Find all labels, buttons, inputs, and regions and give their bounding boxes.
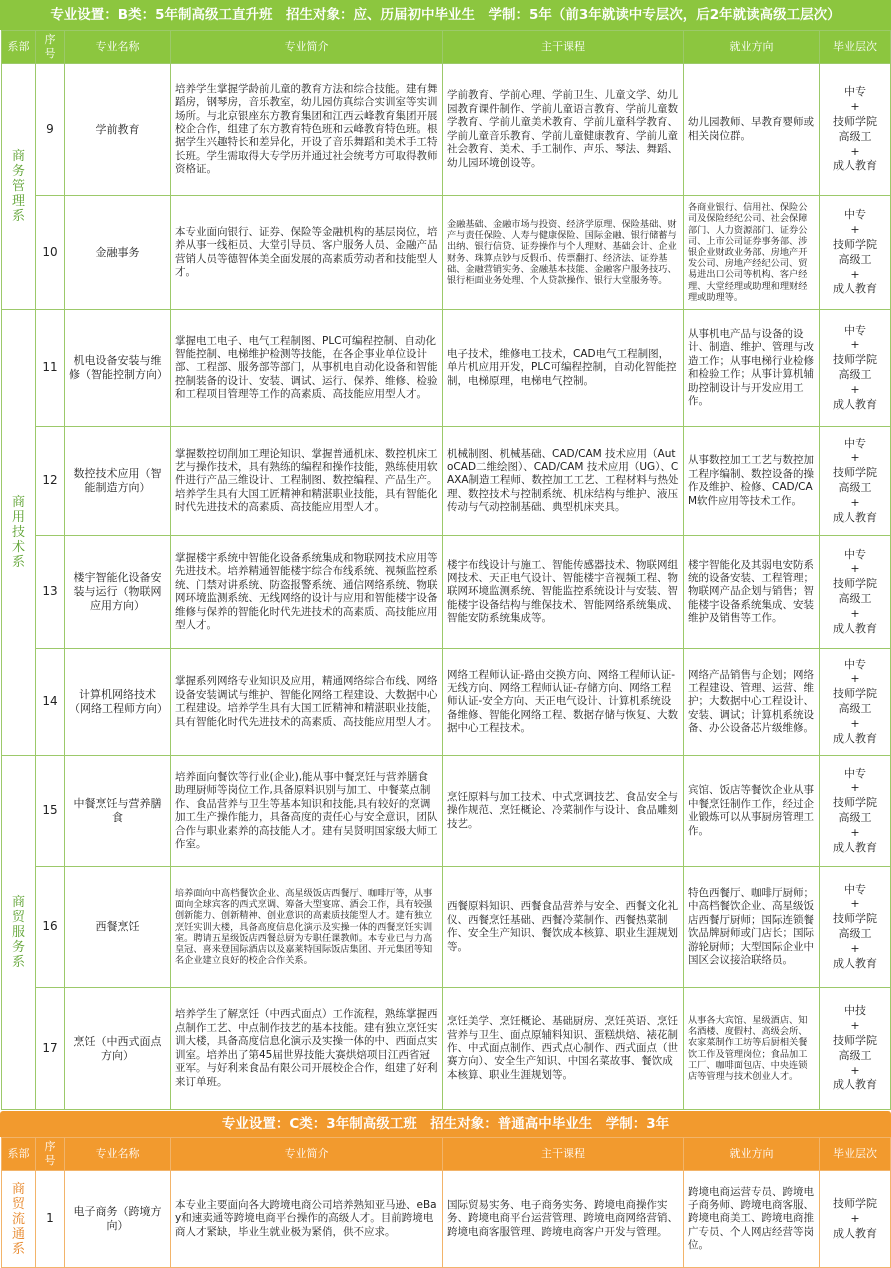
table-row xyxy=(2,988,891,1110)
table-row xyxy=(2,64,891,196)
major-career: 从事机电产品与设备的设计、制造、维护、管理与改造工作；从事电梯行业检修和检验工作；从事计算机辅助控制设计与开发应用工作。 xyxy=(684,310,820,427)
major-intro: 掌握数控切削加工理论知识、掌握普通机床、数控机床工艺与操作技术，具有熟练的编程和操作技能，熟练使用软件进行产品三维设计、工程制图、数控编程、产品生产。培养学生具有大国工匠精神和精湛职业技能，具有智能化时代先进技术的高素质、高技能应用型人才。 xyxy=(171,427,443,536)
row-num: 17 xyxy=(36,988,65,1110)
table-row xyxy=(2,196,891,310)
col-header-num: 序号 xyxy=(36,1138,65,1171)
col-header-career: 就业方向 xyxy=(684,1138,820,1171)
major-courses: 学前教育、学前心理、学前卫生、儿童文学、幼儿园教育课件制作、学前儿童语言教育、学前儿童数学教育、学前儿童美术教育、学前儿童科学教育、学前儿童音乐教育、学前儿童健康教育、学前儿童社会教育、美术、手工制作、声乐、琴法、舞蹈、幼儿园环境创设等。 xyxy=(443,64,684,196)
major-level: 中专 + 技师学院 高级工 + 成人教育 xyxy=(820,310,891,427)
section-c-banner: 专业设置：C类：3年制高级工班 招生对象：普通高中毕业生 学制：3年 xyxy=(0,1111,891,1137)
table-row xyxy=(2,427,891,536)
col-header-intro: 专业简介 xyxy=(171,31,443,64)
col-header-dept: 系部 xyxy=(2,31,36,64)
major-career: 网络产品销售与企划；网络工程建设、管理、运营、维护；大数据中心工程设计、安装、调试；计算机系统设备、办公设备芯片级维修。 xyxy=(684,649,820,756)
major-intro: 本专业面向银行、证券、保险等金融机构的基层岗位，培养从事一线柜员、大堂引导员、客户服务人员、金融产品营销人员等德智体美全面发展的高素质劳动者和技能型人才。 xyxy=(171,196,443,310)
col-header-name: 专业名称 xyxy=(65,1138,171,1171)
major-name: 电子商务（跨境方向） xyxy=(65,1171,171,1268)
row-num: 13 xyxy=(36,536,65,649)
dept-cell-trade: 商贸服务系 xyxy=(2,756,36,1110)
major-name: 机电设备安装与维修（智能控制方向） xyxy=(65,310,171,427)
table-header-row xyxy=(2,1138,891,1171)
major-career: 幼儿园教师、早教育婴师或相关岗位群。 xyxy=(684,64,820,196)
major-name: 烹饪（中西式面点方向） xyxy=(65,988,171,1110)
major-name: 学前教育 xyxy=(65,64,171,196)
row-num: 10 xyxy=(36,196,65,310)
major-name: 中餐烹饪与营养膳食 xyxy=(65,756,171,867)
dept-cell-tech: 商用技术系 xyxy=(2,310,36,756)
row-num: 14 xyxy=(36,649,65,756)
table-row xyxy=(2,1171,891,1268)
table-row xyxy=(2,867,891,988)
major-level: 中专 + 技师学院 高级工 + 成人教育 xyxy=(820,867,891,988)
row-num: 11 xyxy=(36,310,65,427)
major-career: 宾馆、饭店等餐饮企业从事中餐烹饪制作工作，经过企业锻炼可以从事厨房管理工作。 xyxy=(684,756,820,867)
section-b-banner: 专业设置：B类：5年制高级工直升班 招生对象：应、历届初中毕业生 学制：5年（前3年就读中专层次，后2年就读高级工层次） xyxy=(0,0,891,30)
col-header-course: 主干课程 xyxy=(443,1138,684,1171)
major-career: 各商业银行、信用社、保险公司及保险经纪公司、社会保障部门、人力资源部门、证券公司、上市公司证券事务部、涉银企业财政业务部、房地产开发公司、房地产经纪公司、贸易进出口公司等机构、客户经理、大堂经理或助理和理财经理或助理等。 xyxy=(684,196,820,310)
major-courses: 电子技术，维修电工技术，CAD电气工程制图，单片机应用开发，PLC可编程控制，自动化智能控制，电梯原理，电梯电气控制。 xyxy=(443,310,684,427)
col-header-career: 就业方向 xyxy=(684,31,820,64)
major-courses: 烹饪原料与加工技术、中式烹调技艺、食品安全与操作规范、烹饪概论、冷菜制作与设计、食品雕刻技艺。 xyxy=(443,756,684,867)
major-intro: 本专业主要面向各大跨境电商公司培养熟知亚马逊、eBay和速卖通等跨境电商平台操作的高级人才。目前跨境电商人才紧缺，毕业生就业极为紧俏，供不应求。 xyxy=(171,1171,443,1268)
table-row xyxy=(2,310,891,427)
major-level: 中专 + 技师学院 高级工 + 成人教育 xyxy=(820,536,891,649)
col-header-intro: 专业简介 xyxy=(171,1138,443,1171)
col-header-num: 序号 xyxy=(36,31,65,64)
major-courses: 金融基础、金融市场与投资、经济学原理、保险基础、财产与责任保险、人寿与健康保险、国际金融、银行储蓄与出纳、银行信贷、证券操作与个人理财、基础会计、企业财务、珠算点钞与反假币、传票翻打、经济法、证券基础、金融营销实务、金融基本技能、金融客户服务技巧、银行柜面业务处理、个人贷款操作、银行大堂服务等。 xyxy=(443,196,684,310)
major-intro: 培养学生掌握学龄前儿童的教育方法和综合技能。建有舞蹈房，钢琴房，音乐教室，幼儿园仿真综合实训室等实训场所。与北京银座东方教育集团和江西云峰教育集团开展校企合作，组建了东方教育特色班和云峰教育特色班。根据学生兴趣特长和差异化，开设了音乐舞蹈和美术手工特长班。学生需取得大专学历并通过社会统考方可取得教师资格证。 xyxy=(171,64,443,196)
major-career: 特色西餐厅、咖啡厅厨师；中高档餐饮企业、高星级饭店西餐厅厨师；国际连锁餐饮品牌厨师或门店长；国际游轮厨师；大型国际企业中国区会议接洽联络员。 xyxy=(684,867,820,988)
major-name: 数控技术应用（智能制造方向） xyxy=(65,427,171,536)
major-level: 中专 + 技师学院 高级工 + 成人教育 xyxy=(820,649,891,756)
table-header-row xyxy=(2,31,891,64)
major-name: 西餐烹饪 xyxy=(65,867,171,988)
major-courses: 网络工程师认证-路由交换方向、网络工程师认证-无线方向、网络工程师认证-存储方向、网络工程师认证-安全方向、天正电气设计、计算机系统设备维修、智能化网络工程、数据存储与恢复、大数据中心工程技术。 xyxy=(443,649,684,756)
major-intro: 培养学生了解烹饪（中西式面点）工作流程，熟练掌握西点制作工艺、中点制作技艺的基本技能。建有独立烹饪实训大楼，具备高度信息化演示及实操一体的中、西面点实训室。培养出了第45届世界技能大赛烘焙项目江西省冠亚军。与好利来食品有限公司开展校企合作，组建了好利来订单班。 xyxy=(171,988,443,1110)
section-b-table xyxy=(1,30,891,1110)
major-intro: 掌握系列网络专业知识及应用，精通网络综合布线、网络设备安装调试与维护、智能化网络工程建设、大数据中心工程建设。培养学生具有大国工匠精神和精湛职业技能，具有智能化时代先进技术的高素质、高技能应用型人才。 xyxy=(171,649,443,756)
col-header-dept: 系部 xyxy=(2,1138,36,1171)
major-level: 中专 + 技师学院 高级工 + 成人教育 xyxy=(820,756,891,867)
major-level: 中专 + 技师学院 高级工 + 成人教育 xyxy=(820,427,891,536)
major-career: 从事数控加工工艺与数控加工程序编制、数控设备的操作及维护、检修、CAD/CAM软件应用等技术工作。 xyxy=(684,427,820,536)
dept-cell-business: 商务管理系 xyxy=(2,64,36,310)
major-courses: 国际贸易实务、电子商务实务、跨境电商操作实务、跨境电商平台运营管理、跨境电商网络营销、跨境电商客服管理、跨境电商客户开发与管理。 xyxy=(443,1171,684,1268)
major-level: 技师学院 + 成人教育 xyxy=(820,1171,891,1268)
table-row xyxy=(2,536,891,649)
major-name: 计算机网络技术（网络工程师方向） xyxy=(65,649,171,756)
major-name: 楼宇智能化设备安装与运行（物联网应用方向） xyxy=(65,536,171,649)
major-intro: 掌握电工电子、电气工程制图、PLC可编程控制、自动化智能控制、电梯维护检测等技能，在各企事业单位设计部、工程部、服务部等部门，从事机电自动化设备和智能控制装备的设计、安装、调试、运行、保养、维修、检验和工程项目管理等工作的高素质、高技能应用型人才。 xyxy=(171,310,443,427)
major-career: 楼宇智能化及其弱电安防系统的设备安装、工程管理；物联网产品企划与销售；智能楼宇设备系统集成、安装维护及销售等工作。 xyxy=(684,536,820,649)
major-courses: 烹饪美学、烹饪概论、基础厨房、烹饪英语、烹饪营养与卫生、面点原辅料知识、蛋糕烘焙、裱花制作、中式面点制作、西式点心制作、西式面点（世赛方向）、安全生产知识、中国名菜故事、餐饮成本核算、职业生涯规划等。 xyxy=(443,988,684,1110)
col-header-course: 主干课程 xyxy=(443,31,684,64)
major-level: 中技 + 技师学院 高级工 + 成人教育 xyxy=(820,988,891,1110)
row-num: 1 xyxy=(36,1171,65,1268)
table-row xyxy=(2,649,891,756)
major-career: 从事各大宾馆、星级酒店、知名酒楼、度假村、高级会所、农家菜制作工坊等后厨相关餐饮工作及管理岗位；食品加工工厂、咖啡面包店、中央连锁店等管理与技术创业人才。 xyxy=(684,988,820,1110)
table-row xyxy=(2,756,891,867)
major-intro: 掌握楼宇系统中智能化设备系统集成和物联网技术应用等先进技术。培养精通智能楼宇综合布线系统、视频监控系统、门禁对讲系统、防盗报警系统、通信网络系统、物联网环境监测系统、无线网络的设计与应用和智能楼宇设备维修与保养的智能化时代先进技术的高素质、高技能应用型人才。 xyxy=(171,536,443,649)
major-courses: 楼宇布线设计与施工、智能传感器技术、物联网组网技术、天正电气设计、智能楼宇音视频工程、物联网环境监测系统、智能监控系统设计与安装、智能楼宇设备结构与维保技术、智能网络系统集成、智能安防系统集成等。 xyxy=(443,536,684,649)
major-name: 金融事务 xyxy=(65,196,171,310)
col-header-name: 专业名称 xyxy=(65,31,171,64)
major-courses: 机械制图、机械基础、CAD/CAM 技术应用（AutoCAD二维绘图）、CAD/CAM 技术应用（UG）、CAXA制造工程师、数控加工工艺、工程材料与热处理、数控技术与控制系统、机床结构与维护、液压传动与气动控制基础、典型机床夹具。 xyxy=(443,427,684,536)
col-header-level: 毕业层次 xyxy=(820,1138,891,1171)
section-c-table xyxy=(1,1137,891,1268)
major-career: 跨境电商运营专员、跨境电子商务师、跨境电商客服、跨境电商美工、跨境电商推广专员、个人网店经营等岗位。 xyxy=(684,1171,820,1268)
dept-cell-circulation: 商贸流通系 xyxy=(2,1171,36,1268)
row-num: 12 xyxy=(36,427,65,536)
major-level: 中专 + 技师学院 高级工 + 成人教育 xyxy=(820,64,891,196)
row-num: 15 xyxy=(36,756,65,867)
col-header-level: 毕业层次 xyxy=(820,31,891,64)
row-num: 16 xyxy=(36,867,65,988)
major-intro: 培养面向餐饮等行业(企业),能从事中餐烹饪与营养膳食助理厨师等岗位工作,具备原料识别与加工、中餐菜点制作、食品营养与卫生等基本知识和技能,具有较好的烹调加工生产操作能力，具备高度的责任心与安全意识，团队合作与职业素养的高技能人才。建有吴贤明国家级大师工作室。 xyxy=(171,756,443,867)
major-intro: 培养面向中高档餐饮企业、高星级饭店西餐厅、咖啡厅等，从事面向全球宾客的西式烹调、筹备大型宴席、酒会工作，具有较强创新能力、创新精神、创业意识的高素质技能型人才。建有独立烹饪实训大楼，具备高度信息化演示及实操一体的西餐烹饪实训室。聘请五星级饭店西餐总厨为专职任课教师。本专业已与力高皇冠、喜来登国际酒店以及嘉莱特国际饭店集团、开元集团等知名企业建立良好的校企合作关系。 xyxy=(171,867,443,988)
row-num: 9 xyxy=(36,64,65,196)
major-courses: 西餐原料知识、西餐食品营养与安全、西餐文化礼仪、西餐烹饪基础、西餐冷菜制作、西餐热菜制作、安全生产知识、餐饮成本核算、职业生涯规划等。 xyxy=(443,867,684,988)
major-level: 中专 + 技师学院 高级工 + 成人教育 xyxy=(820,196,891,310)
